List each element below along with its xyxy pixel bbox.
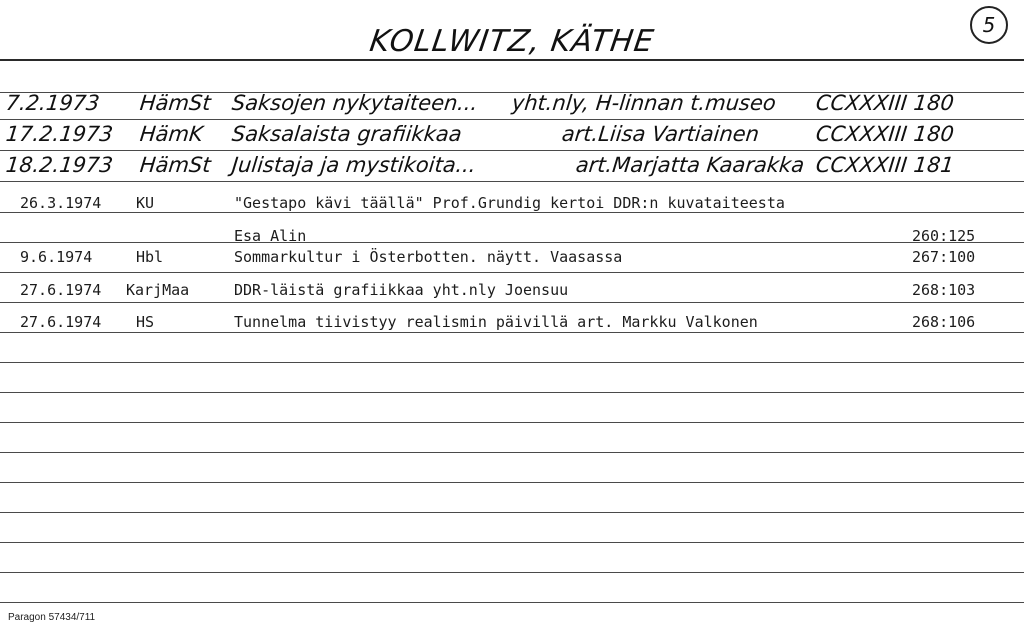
entry-title: DDR-läistä grafiikkaa yht.nly Joensuu	[234, 281, 569, 299]
entry-date: 17.2.1973	[4, 122, 115, 146]
ruled-line	[0, 572, 1024, 573]
entry-extra: yht.nly, H-linnan t.museo	[510, 91, 778, 115]
ruled-line	[0, 119, 1024, 120]
ruled-line	[0, 362, 1024, 363]
ruled-line	[0, 242, 1024, 243]
entry-date: 27.6.1974	[20, 313, 102, 331]
entry-date: 18.2.1973	[4, 153, 115, 177]
ruled-line	[0, 512, 1024, 513]
ruled-line	[0, 542, 1024, 543]
ruled-line	[0, 302, 1024, 303]
entry-source: HämK	[138, 122, 205, 146]
entry-source: KU	[136, 194, 155, 212]
entry-title: Julistaja ja mystikoita...	[230, 153, 478, 177]
entry-date: 27.6.1974	[20, 281, 102, 299]
entry-source: HS	[136, 313, 155, 331]
card-number: 5	[970, 6, 1008, 44]
entry-ref: CCXXXIII 180	[814, 91, 956, 115]
card-title: KOLLWITZ, KÄTHE	[367, 24, 657, 59]
entry-title: Sommarkultur i Österbotten. näytt. Vaasassa	[234, 248, 623, 266]
entry-source: HämSt	[138, 91, 212, 115]
entry-ref: 267:100	[912, 248, 976, 266]
entry-source: KarjMaa	[126, 281, 190, 299]
ruled-line	[0, 332, 1024, 333]
entry-ref: 268:103	[912, 281, 976, 299]
ruled-line	[0, 422, 1024, 423]
entry-title: Saksojen nykytaiteen...	[230, 91, 479, 115]
entry-date: 26.3.1974	[20, 194, 102, 212]
entry-extra: art.Liisa Vartiainen	[560, 122, 761, 146]
ruled-line	[0, 452, 1024, 453]
entry-title: "Gestapo kävi täällä" Prof.Grundig kertoi DDR:n kuvataiteesta	[234, 194, 785, 212]
card-footer: Paragon 57434/711	[8, 612, 96, 623]
entry-date: 9.6.1974	[20, 248, 93, 266]
entry-title: Saksalaista grafiikkaa	[230, 122, 463, 146]
ruled-line	[0, 482, 1024, 483]
ruled-line	[0, 392, 1024, 393]
ruled-line	[0, 602, 1024, 603]
ruled-line	[0, 150, 1024, 151]
entry-ref: CCXXXIII 181	[814, 153, 956, 177]
entry-source: Hbl	[136, 248, 164, 266]
entry-title: Tunnelma tiivistyy realismin päivillä art. Markku Valkonen	[234, 313, 758, 331]
entry-ref: 260:125	[912, 227, 976, 245]
ruled-line	[0, 212, 1024, 213]
entry-source: HämSt	[138, 153, 212, 177]
ruled-line	[0, 181, 1024, 182]
title-rule	[0, 59, 1024, 61]
entry-ref: 268:106	[912, 313, 976, 331]
entry-extra: art.Marjatta Kaarakka	[574, 153, 806, 177]
entry-date: 7.2.1973	[4, 91, 101, 115]
entry-author: Esa Alin	[234, 227, 307, 245]
entry-ref: CCXXXIII 180	[814, 122, 956, 146]
ruled-line	[0, 272, 1024, 273]
